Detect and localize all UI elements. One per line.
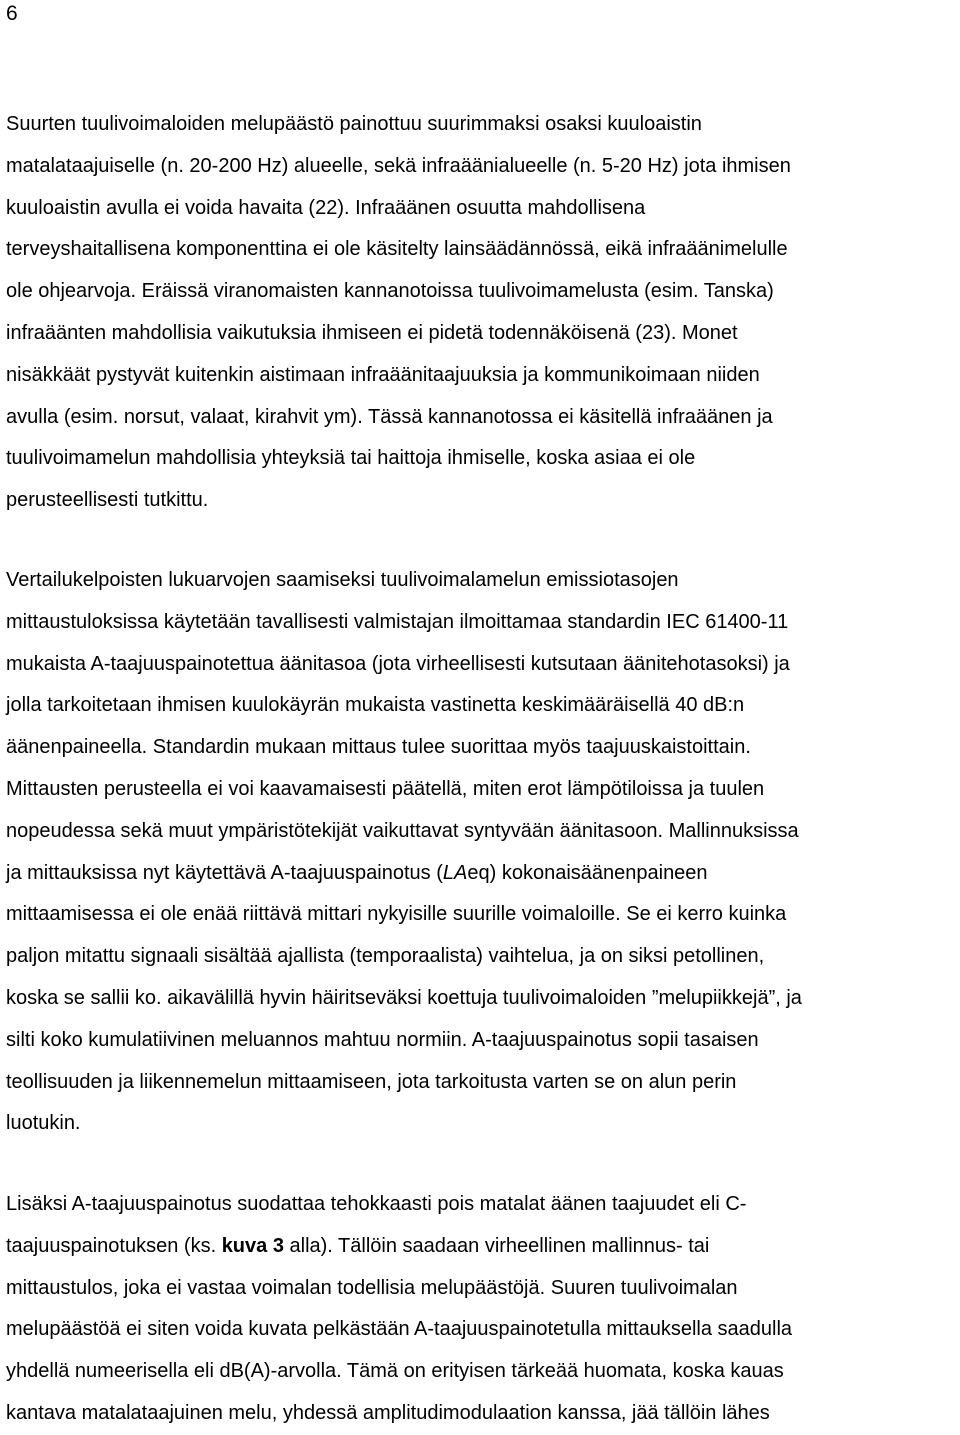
paragraph-a-weighting [6, 560, 960, 1145]
text-line: terveyshaitallisena komponenttina ei ole käsitelty lainsäädännössä, eikä infraäänimelulle [6, 238, 788, 261]
text-segment: eq) kokonaisäänenpaineen [467, 861, 708, 884]
paragraph-c-weighting [6, 1184, 960, 1435]
text-line: mittaamisessa ei ole enää riittävä mittari nykyisille suurille voimaloille. Se ei kerro kuinka [6, 903, 787, 926]
text-line: teollisuuden ja liikennemelun mittaamiseen, jota tarkoitusta varten se on alun perin [6, 1070, 737, 1093]
figure-reference: kuva 3 [221, 1234, 284, 1257]
text-line: kantava matalataajuinen melu, yhdessä amplitudimodulaation kanssa, jää tällöin lähes [6, 1401, 770, 1424]
text-line: silti koko kumulatiivinen meluannos mahtuu normiin. A-taajuuspainotus sopii tasaisen [6, 1028, 759, 1051]
text-line: Lisäksi A-taajuuspainotus suodattaa tehokkaasti pois matalat äänen taajuudet eli C- [6, 1193, 747, 1215]
text-line: luotukin. [6, 1112, 81, 1135]
page-number: 6 [6, 2, 18, 25]
text-line: melupäästöä ei siten voida kuvata pelkästään A-taajuuspainotetulla mittauksella saadulla [6, 1318, 793, 1341]
text-line: koska se sallii ko. aikavälillä hyvin häiritseväksi koettuja tuulivoimaloiden ”melupiikkejä”, ja [6, 986, 802, 1009]
text-segment: ja mittauksissa nyt käytettävä A-taajuuspainotus ( [6, 861, 443, 884]
text-line: mukaista A-taajuuspainotettua äänitasoa (jota virheellisesti kutsutaan äänitehotasoksi) ja [6, 652, 790, 675]
text-line: kuuloaistin avulla ei voida havaita (22). Infraäänen osuutta mahdollisena [6, 196, 646, 219]
text-line: infraäänten mahdollisia vaikutuksia ihmiseen ei pidetä todennäköisenä (23). Monet [6, 321, 738, 344]
text-segment: taajuuspainotuksen (ks. [6, 1234, 222, 1257]
text-line: avulla (esim. norsut, valaat, kirahvit ym). Tässä kannanotossa ei käsitellä infraäänen ja [6, 405, 773, 428]
text-line: Mittausten perusteella ei voi kaavamaisesti päätellä, miten erot lämpötiloissa ja tuulen [6, 777, 765, 800]
paragraph-infrasound [6, 104, 960, 522]
text-line: Vertailukelpoisten lukuarvojen saamiseksi tuulivoimalamelun emissiotasojen [6, 569, 679, 591]
text-line: matalataajuiselle (n. 20-200 Hz) alueelle, sekä infraäänialueelle (n. 5-20 Hz) jota ihmisen [6, 154, 791, 177]
text-line-figure-ref [6, 1226, 960, 1268]
text-segment: alla). Tällöin saadaan virheellinen mallinnus- tai [283, 1234, 710, 1257]
text-line-laeq [6, 853, 960, 895]
text-line: nisäkkäät pystyvät kuitenkin aistimaan infraäänitaajuuksia ja kommunikoimaan niiden [6, 363, 760, 386]
text-line: tuulivoimamelun mahdollisia yhteyksiä tai haittoja ihmiselle, koska asiaa ei ole [6, 447, 696, 470]
text-line: perusteellisesti tutkittu. [6, 489, 209, 512]
text-line: mittaustuloksissa käytetään tavallisesti valmistajan ilmoittamaa standardin IEC 61400-11 [6, 610, 789, 633]
text-line: Suurten tuulivoimaloiden melupäästö painottuu suurimmaksi osaksi kuuloaistin [6, 113, 702, 135]
text-line: äänenpaineella. Standardin mukaan mittaus tulee suorittaa myös taajuuskaistoittain. [6, 736, 751, 759]
laeq-italic: LA [442, 861, 468, 884]
text-line: nopeudessa sekä muut ympäristötekijät vaikuttavat syntyvään äänitasoon. Mallinnuksissa [6, 819, 799, 842]
text-line: ole ohjearvoja. Eräissä viranomaisten kannanotoissa tuulivoimamelusta (esim. Tanska) [6, 280, 774, 303]
text-line: paljon mitattu signaali sisältää ajallista (temporaalista) vaihtelua, ja on siksi petollinen, [6, 945, 765, 968]
text-line: mittaustulos, joka ei vastaa voimalan todellisia melupäästöjä. Suuren tuulivoimalan [6, 1276, 738, 1299]
text-line: jolla tarkoitetaan ihmisen kuulokäyrän mukaista vastinetta keskimääräisellä 40 dB:n [6, 694, 745, 717]
text-line: yhdellä numeerisella eli dB(A)-arvolla. Tämä on erityisen tärkeää huomata, koska kauas [6, 1360, 784, 1383]
